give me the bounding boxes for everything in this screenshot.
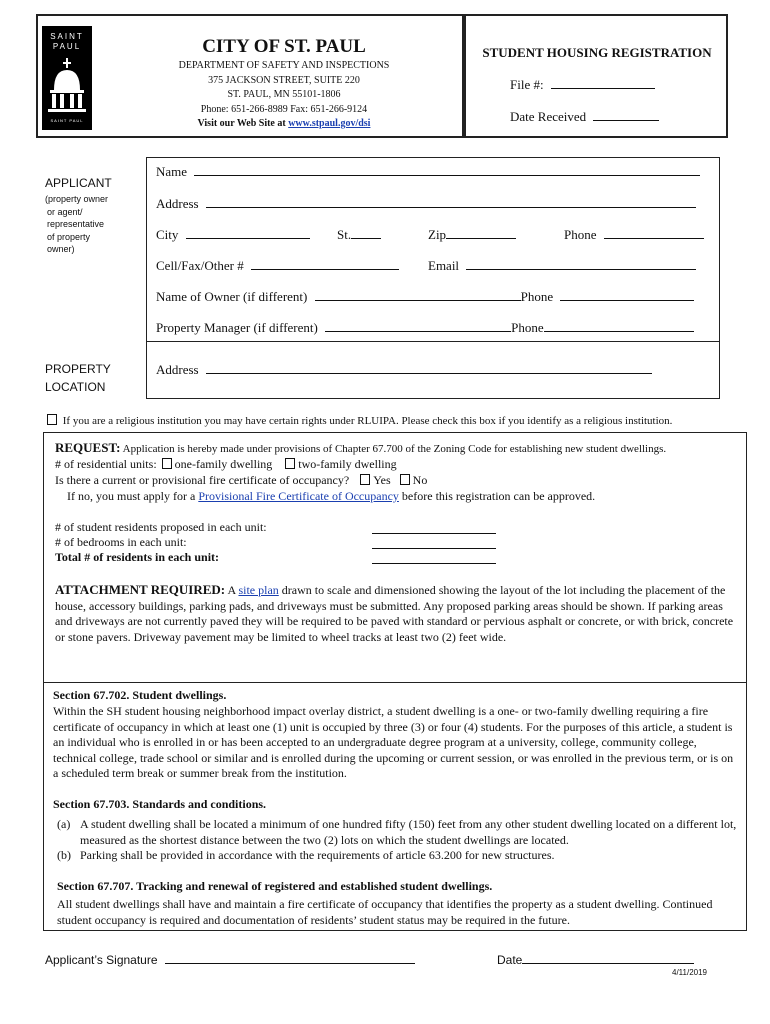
name-label: Name: [156, 164, 188, 179]
manager-field[interactable]: [156, 319, 694, 336]
no-label: No: [412, 473, 428, 487]
two-family-checkbox[interactable]: [285, 458, 295, 469]
religious-text: If you are a religious institution you may have certain rights under RLUIPA. Please check this box if you identify as a religious institution.: [62, 415, 673, 427]
date-label: Date: [497, 953, 523, 967]
residential-units-label: # of residential units:: [55, 457, 157, 471]
dept-phone: Phone: 651-266-8989 Fax: 651-266-9124: [200, 104, 368, 115]
manager-phone-label: Phone: [511, 320, 544, 335]
date-received-field[interactable]: [510, 108, 659, 125]
zip-field[interactable]: [428, 226, 516, 243]
applicant-section-label: APPLICANT: [45, 176, 112, 190]
residents-input-line[interactable]: [372, 521, 496, 534]
total-residents-input-line[interactable]: [372, 551, 496, 564]
dept-name: DEPARTMENT OF SAFETY AND INSPECTIONS: [178, 60, 390, 71]
address-label: Address: [156, 196, 199, 211]
no-checkbox[interactable]: [400, 474, 410, 485]
phone-field[interactable]: [564, 226, 704, 243]
email-label: Email: [428, 258, 460, 273]
website-link[interactable]: www.stpaul.gov/dsi: [288, 118, 371, 129]
property-address-label: Address: [156, 362, 199, 377]
section-703-title: Section 67.703. Standards and conditions.: [53, 797, 267, 811]
religious-checkbox[interactable]: [47, 414, 57, 425]
owner-phone-label: Phone: [520, 289, 554, 304]
file-number-field[interactable]: [510, 76, 655, 93]
item-a-marker: (a): [57, 817, 71, 831]
provisional-prefix: If no, you must apply for a: [67, 489, 199, 503]
fire-certificate-row: [55, 473, 427, 488]
form-title: STUDENT HOUSING REGISTRATION: [482, 45, 712, 60]
seal-text-top: SAINT PAUL: [50, 32, 84, 51]
manager-label: Property Manager (if different): [156, 320, 318, 335]
property-address-field[interactable]: [156, 361, 652, 378]
address-field[interactable]: [156, 195, 696, 212]
state-label: St.: [337, 227, 352, 242]
applicant-note-line: representative: [47, 219, 105, 229]
total-residents-row[interactable]: [55, 550, 219, 565]
attachment-text: drawn to scale and dimensioned showing the layout of the lot including the placement of the house, accessory buildings, parking pads, and driveways must be submitted. Any proposed parking areas should be shown. If parking areas and driveways are not currently paved they will be required to be paved with standard or pervious asphalt or concrete, or with brick, concrete or stone pavers. Driveway pavement may be limited to wheel tracks at least two (2) feet wide.: [55, 583, 734, 644]
residents-row[interactable]: [55, 520, 267, 535]
date-received-label: Date Received: [510, 109, 587, 124]
one-family-label: one-family dwelling: [174, 457, 273, 471]
zip-label: Zip: [428, 227, 447, 242]
phone-label: Phone: [564, 227, 597, 242]
owner-field[interactable]: [156, 288, 694, 305]
cathedral-dome-icon: [46, 56, 88, 116]
residents-label: # of student residents proposed in each unit:: [55, 520, 267, 534]
bedrooms-row[interactable]: [55, 535, 187, 550]
signature-label: Applicant’s Signature: [45, 953, 158, 967]
fire-certificate-question: Is there a current or provisional fire certificate of occupancy?: [55, 473, 350, 487]
city-label: City: [156, 227, 179, 242]
provisional-note: [67, 489, 595, 504]
dept-citystate: ST. PAUL, MN 55101-1806: [227, 89, 341, 100]
item-a-text: A student dwelling shall be located a minimum of one hundred fifty (150) feet from any other student dwelling located on a different lot, measured as the shortest distance between the two (2) lots on which the student dwellings are located.: [80, 817, 737, 847]
two-family-label: two-family dwelling: [298, 457, 397, 471]
bedrooms-input-line[interactable]: [372, 536, 496, 549]
yes-label: Yes: [373, 473, 391, 487]
section-707-title: Section 67.707. Tracking and renewal of registered and established student dwellings.: [57, 879, 493, 893]
yes-checkbox[interactable]: [360, 474, 370, 485]
seal-text-bottom: SAINT PAUL: [50, 118, 84, 123]
residential-units-row: [55, 457, 397, 472]
item-b-text: Parking shall be provided in accordance with the requirements of article 63.200 for new structures.: [80, 848, 555, 862]
name-field[interactable]: [156, 163, 700, 180]
request-heading: REQUEST:: [55, 440, 121, 455]
attachment-heading: ATTACHMENT REQUIRED:: [55, 582, 226, 597]
owner-label: Name of Owner (if different): [156, 289, 308, 304]
property-label-line: LOCATION: [45, 380, 106, 394]
website-line: [150, 118, 418, 129]
section-702-body: Within the SH student housing neighborhood impact overlay district, a student dwelling is a one- or two-family dwelling requiring a fire certificate of occupancy in which at least one (1) unit is occupied by three (3) or four (4) students. For the purposes of this article, a student is an individual who is enrolled in or has been accepted to an undergraduate degree program at a university, college, community college, technical college, trade school or similar and is enrolled during the upcoming or current session, or was enrolled in the previous term, or is on a scheduled term break or summer break from the institution.: [53, 704, 734, 781]
provisional-certificate-link[interactable]: Provisional Fire Certificate of Occupancy: [198, 489, 399, 503]
date-field[interactable]: [497, 951, 694, 967]
section-703-item-b: [57, 848, 737, 864]
applicant-note-line: (property owner: [45, 194, 109, 204]
site-plan-link[interactable]: site plan: [238, 583, 279, 597]
website-prefix: Visit our Web Site at: [197, 118, 289, 129]
section-707-body: All student dwellings shall have and maintain a fire certificate of occupancy that identifies the property as a student dwelling. Continued student occupancy is required and documentation of residents’ student status may be required in the future.: [57, 897, 713, 927]
applicant-note-line: or agent/: [47, 206, 83, 217]
attachment-required-paragraph: [55, 582, 739, 645]
provisional-suffix: before this registration can be approved.: [398, 489, 596, 503]
city-seal-logo: [42, 26, 92, 130]
dept-street: 375 JACKSON STREET, SUITE 220: [208, 75, 360, 86]
request-intro: Application is hereby made under provisions of Chapter 67.700 of the Zoning Code for establishing new student dwellings.: [122, 443, 667, 455]
one-family-checkbox[interactable]: [162, 458, 172, 469]
bedrooms-label: # of bedrooms in each unit:: [55, 535, 187, 549]
cell-label: Cell/Fax/Other #: [156, 258, 244, 273]
signature-field[interactable]: [45, 951, 415, 967]
cell-field[interactable]: [156, 257, 399, 274]
state-field[interactable]: [337, 226, 381, 243]
religious-checkbox-row: [47, 414, 672, 427]
section-702-title: Section 67.702. Student dwellings.: [53, 688, 227, 702]
attachment-a: A: [227, 583, 239, 597]
file-number-label: File #:: [510, 77, 544, 92]
item-b-marker: (b): [57, 848, 71, 862]
revision-date: 4/11/2019: [672, 968, 707, 977]
section-703-item-a: [57, 817, 737, 848]
city-title: CITY OF ST. PAUL: [202, 36, 366, 57]
request-intro-line: [55, 440, 666, 456]
total-residents-label: Total # of residents in each unit:: [55, 550, 220, 564]
email-field[interactable]: [428, 257, 696, 274]
code-box-divider: [44, 682, 746, 683]
property-label-line: PROPERTY: [45, 362, 111, 376]
city-field[interactable]: [156, 226, 310, 243]
property-section-label: [45, 360, 111, 396]
applicant-note-line: of property: [47, 231, 91, 242]
applicant-note-line: owner): [47, 244, 75, 254]
applicant-section-note: [45, 193, 108, 256]
applicant-box: [146, 157, 720, 342]
